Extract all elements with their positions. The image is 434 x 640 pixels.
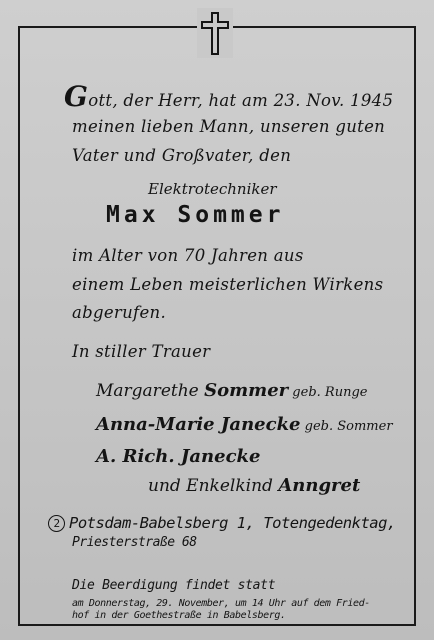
family-member-1-pre: Margarethe [96, 381, 205, 401]
postal-district-symbol: 2 [48, 515, 65, 532]
family-member-2 [96, 414, 393, 435]
funeral-line-1: Die Beerdigung findet statt [72, 578, 276, 593]
family-member-1-name: Sommer [204, 380, 289, 401]
family-member-1-post: geb. Runge [288, 385, 368, 400]
body-line-2: einem Leben meisterlichen Wirkens [72, 275, 384, 294]
intro-line-3: Vater und Großvater, den [72, 146, 292, 165]
family-member-2-name: Anna-Marie Janecke [96, 414, 301, 435]
address-line-2: Priesterstraße 68 [72, 535, 197, 550]
intro-line-2: meinen lieben Mann, unseren guten [72, 117, 386, 136]
intro-initial: G [64, 80, 89, 113]
deceased-profession: Elektrotechniker [148, 180, 277, 198]
deceased-name: Max Sommer [106, 202, 285, 228]
body-line-1: im Alter von 70 Jahren aus [72, 246, 304, 265]
intro-line-1-text: ott, der Herr, hat am 23. Nov. 1945 [88, 91, 394, 110]
funeral-line-3: hof in der Goethestraße in Babelsberg. [72, 610, 286, 621]
address-line-1 [48, 514, 396, 532]
family-member-4-pre: und Enkelkind [148, 476, 279, 496]
intro-line-1 [64, 80, 393, 113]
funeral-line-2: am Donnerstag, 29. November, um 14 Uhr auf dem Fried- [72, 598, 370, 609]
family-member-4 [148, 475, 360, 496]
family-member-3 [96, 446, 260, 467]
mourning-line: In stiller Trauer [72, 342, 211, 361]
cross-icon [197, 8, 233, 58]
family-member-4-name: Anngret [278, 475, 361, 496]
family-member-2-post: geb. Sommer [300, 419, 393, 434]
address-line-1-text: Potsdam-Babelsberg 1, Totengedenktag, [69, 514, 396, 532]
family-member-1 [96, 380, 367, 401]
body-line-3: abgerufen. [72, 303, 166, 322]
family-member-3-name: A. Rich. Janecke [96, 446, 261, 467]
